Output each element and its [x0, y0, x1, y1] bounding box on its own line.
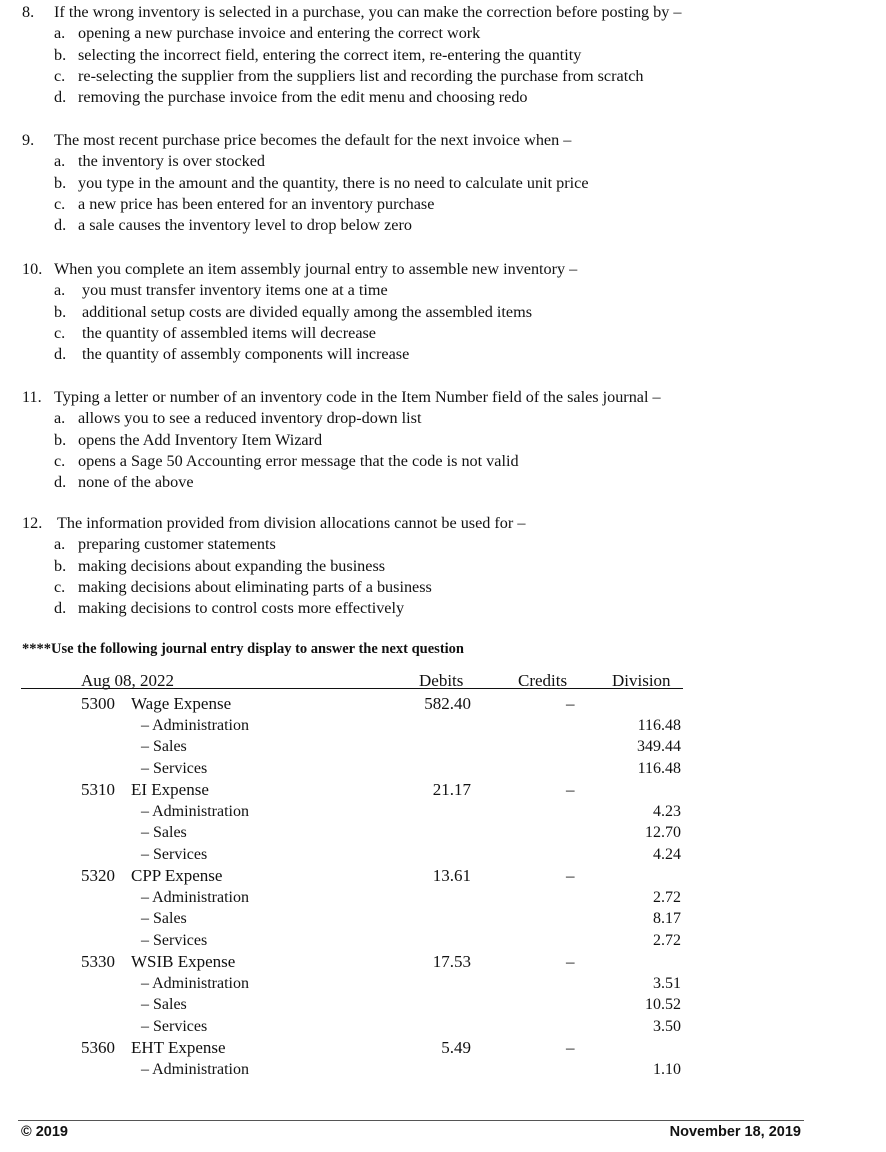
division-name: – Sales	[141, 824, 187, 841]
option-letter: b.	[54, 556, 67, 575]
question-number: 8.	[22, 3, 35, 21]
account-name: WSIB Expense	[131, 952, 236, 971]
question-number: 11.	[22, 388, 42, 406]
division-amount: 10.52	[645, 996, 681, 1013]
division-amount: 2.72	[653, 931, 681, 949]
option-text: selecting the incorrect field, entering the correct item, re-entering the quantity	[78, 45, 582, 64]
division-name: – Services	[141, 759, 208, 777]
account-code: 5300	[81, 694, 115, 713]
account-debit: 13.61	[432, 866, 471, 885]
option-letter: a.	[54, 24, 66, 43]
division-name: – Administration	[141, 888, 249, 906]
option-letter: d.	[54, 216, 67, 235]
account-credit: –	[566, 694, 575, 713]
account-credit: –	[566, 866, 575, 885]
question-number: 12.	[22, 514, 43, 532]
division-name: – Administration	[141, 716, 249, 734]
option-text: the inventory is over stocked	[78, 152, 266, 171]
division-name: – Administration	[141, 1060, 249, 1078]
option-letter: c.	[54, 323, 66, 342]
division-name: – Services	[141, 931, 208, 949]
account-credit: –	[566, 952, 575, 971]
option-text: the quantity of assembled items will decrease	[82, 323, 376, 342]
option-letter: b.	[54, 302, 67, 321]
option-letter: a.	[54, 409, 66, 428]
option-text: making decisions about eliminating parts of a business	[78, 577, 432, 596]
journal-date: Aug 08, 2022	[81, 671, 175, 690]
division-amount: 12.70	[645, 824, 681, 841]
division-amount: 3.51	[653, 974, 681, 992]
account-debit: 17.53	[432, 952, 471, 971]
account-code: 5360	[81, 1038, 115, 1057]
account-name: Wage Expense	[131, 694, 232, 713]
footer-date: November 18, 2019	[669, 1124, 801, 1140]
question-stem: If the wrong inventory is selected in a purchase, you can make the correction before posting by –	[54, 3, 682, 21]
option-letter: a.	[54, 535, 66, 554]
account-code: 5310	[81, 780, 115, 799]
question-number: 10.	[22, 260, 43, 278]
option-letter: a.	[54, 281, 66, 300]
option-letter: c.	[54, 577, 66, 596]
option-text: the quantity of assembly components will increase	[82, 345, 410, 364]
division-amount: 8.17	[653, 910, 681, 927]
question-stem: The most recent purchase price becomes the default for the next invoice when –	[54, 131, 572, 149]
option-text: you type in the amount and the quantity, there is no need to calculate unit price	[78, 173, 589, 192]
division-name: – Sales	[141, 910, 187, 927]
question-stem: The information provided from division allocations cannot be used for –	[57, 514, 526, 532]
option-letter: d.	[54, 345, 67, 364]
option-letter: c.	[54, 194, 66, 213]
footer-rule	[18, 1120, 804, 1121]
account-credit: –	[566, 1038, 575, 1057]
credits-header: Credits	[518, 671, 568, 690]
division-header: Division	[612, 671, 671, 690]
option-text: removing the purchase invoice from the edit menu and choosing redo	[78, 88, 528, 107]
division-name: – Sales	[141, 738, 187, 755]
option-text: none of the above	[78, 473, 194, 492]
division-amount: 1.10	[653, 1060, 681, 1078]
option-text: re-selecting the supplier from the suppliers list and recording the purchase from scratch	[78, 66, 644, 85]
account-code: 5330	[81, 952, 115, 971]
option-letter: b.	[54, 430, 67, 449]
question-stem: When you complete an item assembly journal entry to assemble new inventory –	[54, 260, 578, 278]
account-code: 5320	[81, 866, 115, 885]
debits-header: Debits	[419, 671, 464, 690]
option-text: a new price has been entered for an inventory purchase	[78, 194, 435, 213]
journal-header-rule	[21, 688, 683, 689]
division-name: – Administration	[141, 802, 249, 820]
division-amount: 116.48	[637, 759, 681, 777]
option-letter: c.	[54, 451, 66, 470]
option-letter: d.	[54, 88, 67, 107]
account-name: CPP Expense	[131, 866, 223, 885]
division-amount: 4.23	[653, 802, 681, 820]
division-amount: 2.72	[653, 888, 681, 906]
option-text: opening a new purchase invoice and entering the correct work	[78, 24, 481, 43]
account-debit: 582.40	[424, 694, 471, 713]
option-letter: b.	[54, 45, 67, 64]
account-credit: –	[566, 780, 575, 799]
division-name: – Services	[141, 1017, 208, 1035]
account-debit: 5.49	[441, 1038, 471, 1057]
division-amount: 349.44	[637, 738, 681, 755]
journal-instruction: ****Use the following journal entry display to answer the next question	[22, 641, 464, 657]
option-letter: a.	[54, 152, 66, 171]
option-text: opens the Add Inventory Item Wizard	[78, 430, 323, 449]
option-letter: d.	[54, 599, 67, 618]
division-name: – Sales	[141, 996, 187, 1013]
division-name: – Services	[141, 845, 208, 863]
question-number: 9.	[22, 131, 35, 149]
division-amount: 116.48	[637, 716, 681, 734]
option-text: making decisions to control costs more effectively	[78, 599, 405, 618]
option-text: opens a Sage 50 Accounting error message that the code is not valid	[78, 451, 519, 470]
option-text: preparing customer statements	[78, 535, 276, 554]
option-text: additional setup costs are divided equally among the assembled items	[82, 302, 532, 321]
division-amount: 3.50	[653, 1017, 681, 1035]
option-text: a sale causes the inventory level to drop below zero	[78, 216, 412, 235]
question-stem: Typing a letter or number of an inventory code in the Item Number field of the sales journal –	[54, 388, 661, 406]
account-name: EHT Expense	[131, 1038, 226, 1057]
option-letter: b.	[54, 173, 67, 192]
option-text: allows you to see a reduced inventory drop-down list	[78, 409, 422, 428]
division-name: – Administration	[141, 974, 249, 992]
option-text: you must transfer inventory items one at a time	[82, 281, 388, 300]
division-amount: 4.24	[653, 845, 681, 863]
option-letter: c.	[54, 66, 66, 85]
footer-copyright: © 2019	[21, 1124, 68, 1140]
account-debit: 21.17	[432, 780, 471, 799]
account-name: EI Expense	[131, 780, 209, 799]
option-text: making decisions about expanding the business	[78, 556, 386, 575]
option-letter: d.	[54, 473, 67, 492]
